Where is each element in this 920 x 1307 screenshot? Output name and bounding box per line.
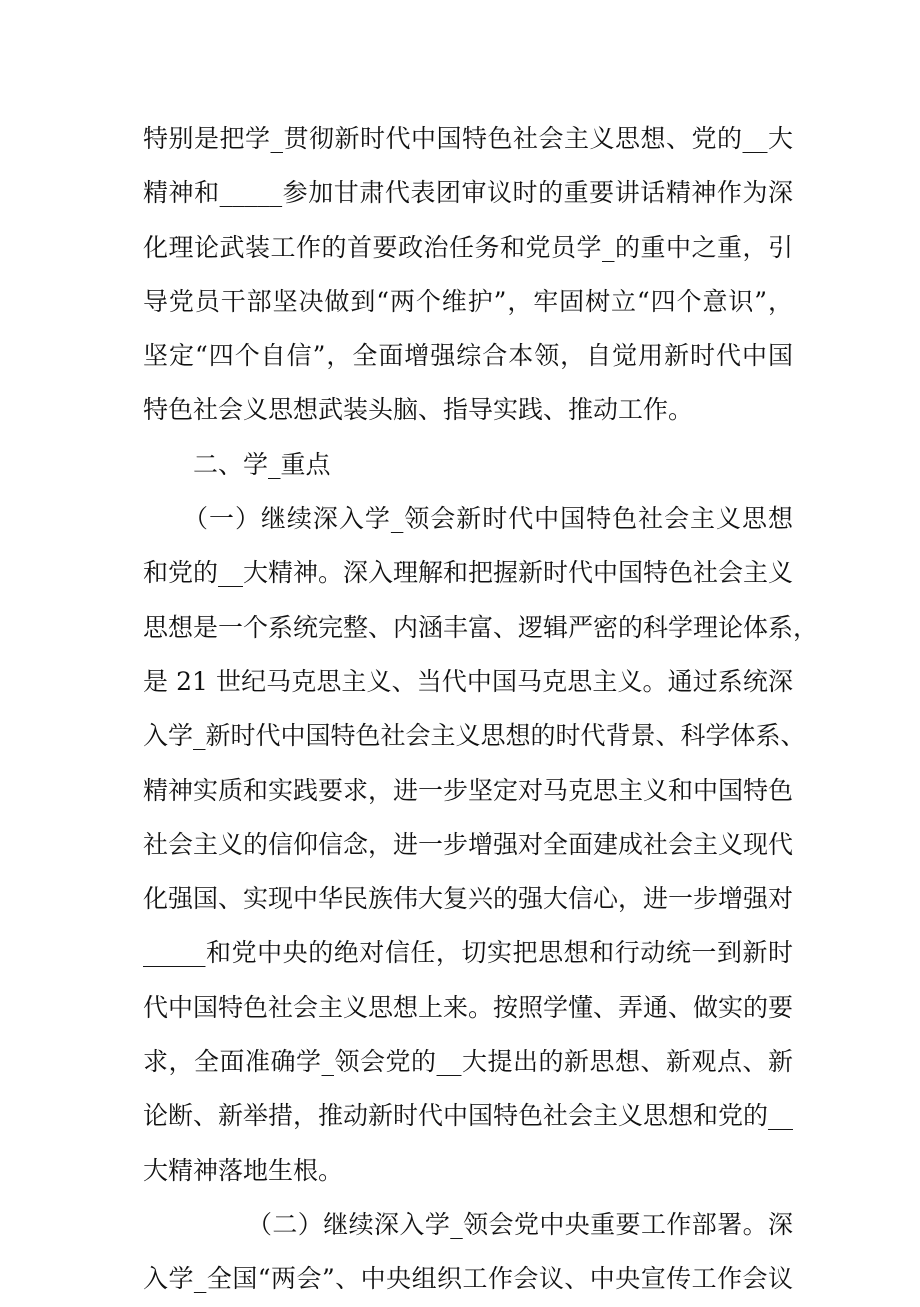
section-heading: 二、学_重点	[193, 449, 331, 479]
text-line: 求，全面准确学_领会党的__大提出的新思想、新观点、新	[143, 1047, 793, 1077]
text-line: 社会主义的信仰信念，进一步增强对全面建成社会主义现代	[143, 829, 794, 859]
text-line: 入学_新时代中国特色社会主义思想的时代背景、科学体系、	[143, 721, 806, 751]
text-line: 和党的__大精神。深入理解和把握新时代中国特色社会主义	[143, 558, 794, 588]
text-line: 特别是把学_贯彻新时代中国特色社会主义思想、党的__大	[143, 124, 793, 153]
paragraph-3	[143, 1198, 793, 1307]
text-line: _____和党中央的绝对信任，切实把思想和行动统一到新时	[143, 938, 793, 968]
text-line: 精神和_____参加甘肃代表团审议时的重要讲话精神作为深	[143, 178, 793, 208]
paragraph-1	[143, 112, 793, 438]
text-line: 导党员干部坚决做到“两个维护”，牢固树立“四个意识”，	[143, 286, 793, 316]
text-line: 思想是一个系统完整、内涵丰富、逻辑严密的科学理论体系，	[143, 612, 819, 642]
text-line: 入学_全国“两会”、中央组织工作会议、中央宣传工作会议	[143, 1264, 793, 1294]
text-line: 特色社会义思想武装头脑、指导实践、推动工作。	[143, 395, 694, 425]
text-line: 坚定“四个自信”，全面增强综合本领，自觉用新时代中国	[143, 341, 793, 371]
text-line: 大精神落地生根。	[143, 1155, 344, 1185]
text-line: 是 21 世纪马克思主义、当代中国马克思主义。通过系统深	[143, 666, 793, 696]
text-line: （一）继续深入学_领会新时代中国特色社会主义思想	[183, 504, 793, 534]
text-line: 化强国、实现中华民族伟大复兴的强大信心，进一步增强对	[143, 884, 794, 914]
document-body	[143, 112, 819, 1307]
text-line: 精神实质和实践要求，进一步坚定对马克思主义和中国特色	[143, 775, 794, 805]
text-line: 代中国特色社会主义思想上来。按照学懂、弄通、做实的要	[143, 992, 794, 1022]
paragraph-2	[143, 492, 819, 1198]
text-line: （二）继续深入学_领会党中央重要工作部署。深	[247, 1209, 793, 1239]
text-line: 化理论武装工作的首要政治任务和党员学_的重中之重，引	[143, 232, 793, 262]
text-line: 论断、新举措，推动新时代中国特色社会主义思想和党的__	[143, 1101, 794, 1131]
